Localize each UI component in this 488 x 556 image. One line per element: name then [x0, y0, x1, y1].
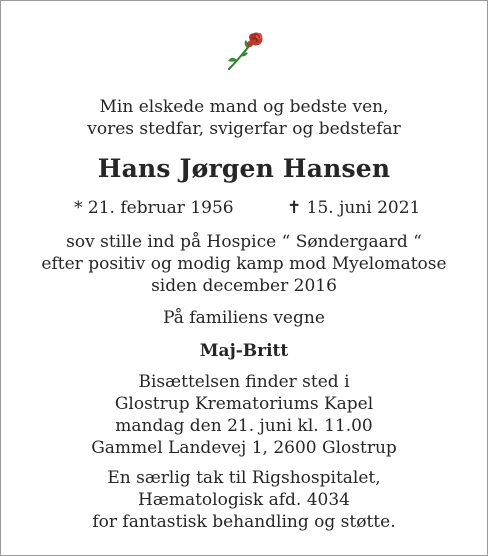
funeral-line: Bisættelsen finder sted i [138, 372, 350, 392]
funeral-line: mandag den 21. juni kl. 11.00 [115, 416, 373, 436]
passing-line: sov stille ind på Hospice “ Søndergaard “ [66, 232, 422, 252]
thanks-line: En særlig tak til Rigshospitalet, [107, 468, 381, 488]
thanks-text [1, 467, 487, 533]
birth-date: * 21. februar 1956 [74, 198, 234, 218]
funeral-line: Gammel Landevej 1, 2600 Glostrup [91, 438, 397, 458]
signed-by: Maj-Britt [199, 341, 289, 361]
passing-line: efter positiv og modig kamp mod Myelomatose [41, 254, 447, 274]
family-line: På familiens vegne [163, 308, 325, 328]
death-date: ✝ 15. juni 2021 [287, 198, 421, 218]
passing-line: siden december 2016 [151, 276, 337, 296]
thanks-line: for fantastisk behandling og støtte. [92, 512, 396, 532]
life-dates [1, 197, 487, 219]
deceased-name: Hans Jørgen Hansen [97, 154, 391, 183]
funeral-details [1, 371, 487, 459]
intro-line: vores stedfar, svigerfar og bedstefar [87, 119, 401, 139]
intro-text [1, 96, 487, 140]
rose-icon [223, 29, 269, 75]
intro-line: Min elskede mand og bedste ven, [99, 97, 389, 117]
passing-text [1, 231, 487, 297]
funeral-line: Glostrup Krematoriums Kapel [114, 394, 374, 414]
thanks-line: Hæmatologisk afd. 4034 [138, 490, 350, 510]
